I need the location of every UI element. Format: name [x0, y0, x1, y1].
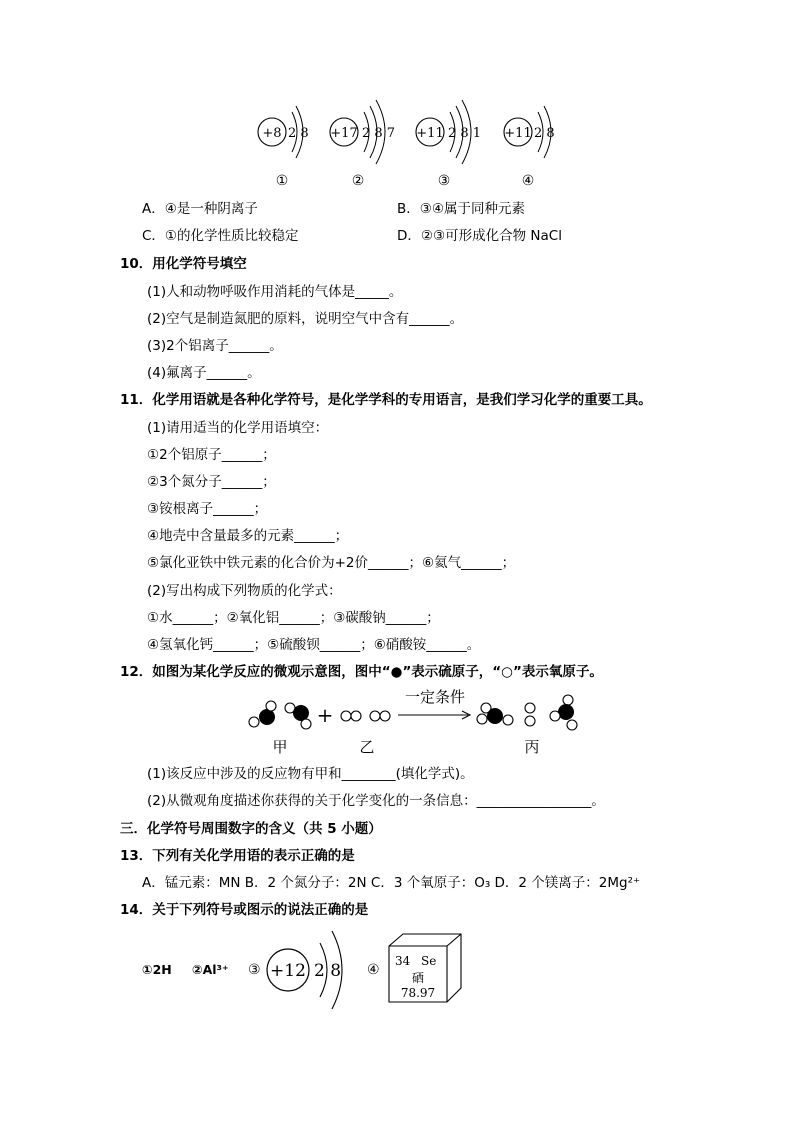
q14-stem: 14．关于下列符号或图示的说法正确的是 [120, 902, 369, 918]
atomic-structure-diagrams [240, 90, 580, 190]
q14-item-4: ④ [367, 962, 380, 978]
label-jia: 甲 [272, 738, 288, 756]
q11-item-2: ①2个铝原子______； [147, 447, 276, 463]
q9-option-c: C．①的化学性质比较稳定 [142, 228, 299, 244]
atom-1-diagram [258, 106, 309, 189]
element-number: 34 [395, 954, 411, 968]
q10-item-4: (4)氟离子______。 [147, 365, 261, 381]
atom-2-diagram [330, 100, 395, 189]
atom-2-nucleus: +17 [330, 126, 358, 141]
q9-option-b: B．③④属于同种元素 [397, 201, 525, 217]
atom-1-nucleus: +8 [262, 126, 282, 141]
q10-item-3: (3)2个铝离子______。 [147, 338, 283, 354]
q14-item-3: ③ [248, 962, 261, 978]
q11-item-9: ④氢氧化钙______；⑤硫酸钡______；⑥硝酸铵______。 [147, 637, 481, 653]
q10-item-2: (2)空气是制造氮肥的原料，说明空气中含有______。 [147, 311, 464, 327]
section-3-heading: 三．化学符号周围数字的含义（共 5 小题） [120, 821, 382, 837]
atom-2-electrons: 2 8 7 [362, 126, 396, 141]
atom-1-label: ① [275, 173, 289, 189]
q9-option-d: D．②③可形成化合物 NaCl [397, 228, 562, 244]
atom-1-electrons: 2 8 [288, 126, 309, 141]
q14-magnesium-ion-diagram [262, 925, 362, 1017]
atom-4-diagram [504, 106, 555, 189]
element-card-selenium [385, 930, 465, 1008]
atom-3-diagram [416, 100, 481, 189]
q11-item-1: (1)请用适当的化学用语填空： [147, 420, 329, 436]
q12-item-2: (2)从微观角度描述你获得的关于化学变化的一条信息：_________________。 [147, 793, 605, 809]
q11-item-4: ③铵根离子______； [147, 501, 268, 517]
q14-item-2: ②Al³⁺ [192, 962, 229, 977]
q11-item-6: ⑤氯化亚铁中铁元素的化合价为+2价______；⑥氦气______； [147, 555, 516, 571]
q13-stem: 13．下列有关化学用语的表示正确的是 [120, 848, 355, 864]
label-bing: 丙 [524, 738, 540, 756]
q11-item-5: ④地壳中含量最多的元素______； [147, 528, 349, 544]
reactant-b-molecules [341, 711, 390, 721]
atom-4-nucleus: +11 [504, 126, 532, 141]
product-molecules [477, 695, 577, 730]
element-mass: 78.97 [400, 986, 436, 1000]
atom-3-electrons: 2 8 1 [448, 126, 482, 141]
label-yi: 乙 [359, 738, 375, 756]
q14-nucleus: +12 [270, 961, 306, 981]
atom-4-label: ④ [521, 173, 535, 189]
q12-item-1: (1)该反应中涉及的反应物有甲和________(填化学式)。 [147, 766, 474, 782]
atom-4-electrons: 2 8 [534, 126, 555, 141]
atom-3-nucleus: +11 [416, 126, 444, 141]
atom-2-label: ② [351, 173, 365, 189]
element-symbol: Se [421, 954, 437, 968]
reaction-micro-diagram [240, 688, 590, 760]
element-name: 硒 [411, 971, 425, 985]
q9-option-a: A．④是一种阴离子 [142, 201, 258, 217]
q14-item-1: ①2H [142, 962, 172, 977]
q10-item-1: (1)人和动物呼吸作用消耗的气体是_____。 [147, 284, 403, 300]
plus-sign: + [316, 703, 334, 727]
q11-stem: 11．化学用语就是各种化学符号，是化学学科的专用语言，是我们学习化学的重要工具。 [120, 392, 652, 408]
q12-stem: 12．如图为某化学反应的微观示意图，图中“●”表示硫原子，“○”表示氧原子。 [120, 664, 603, 680]
atom-3-label: ③ [437, 173, 451, 189]
q13-options: A．锰元素：MN B．2 个氮分子：2N C．3 个氧原子：O₃ D．2 个镁离子：2Mg²⁺ [142, 875, 641, 891]
q11-item-7: (2)写出构成下列物质的化学式： [147, 583, 342, 599]
q14-electrons: 2 8 [314, 961, 342, 981]
reactant-a-molecules [249, 701, 311, 729]
reaction-condition: 一定条件 [404, 688, 466, 706]
q11-item-3: ②3个氮分子______； [147, 474, 276, 490]
q11-item-8: ①水______；②氧化铝______；③碳酸钠______； [147, 610, 440, 626]
q10-stem: 10．用化学符号填空 [120, 256, 247, 272]
